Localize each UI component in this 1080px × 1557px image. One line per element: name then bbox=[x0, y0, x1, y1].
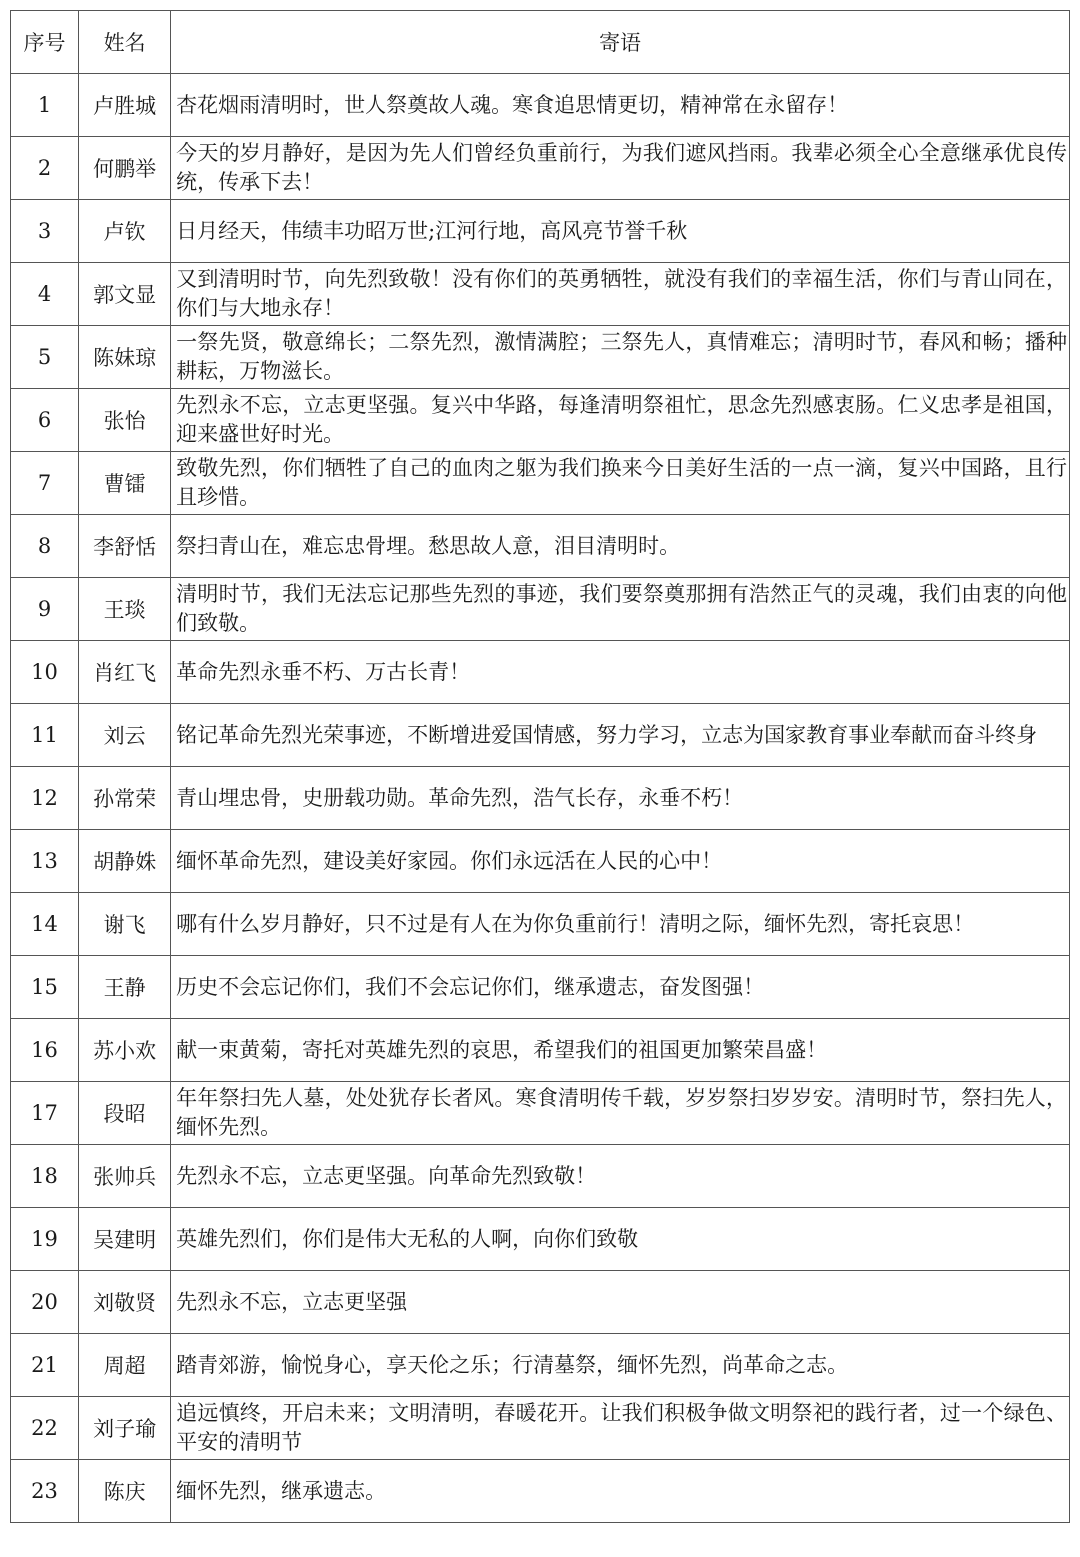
table-row bbox=[11, 137, 1070, 200]
table-row bbox=[11, 830, 1070, 893]
table-row bbox=[11, 1019, 1070, 1082]
row-name: 张怡 bbox=[79, 389, 171, 452]
table-row bbox=[11, 641, 1070, 704]
row-number: 13 bbox=[11, 830, 79, 893]
row-name: 吴建明 bbox=[79, 1208, 171, 1271]
row-name: 王静 bbox=[79, 956, 171, 1019]
row-name: 孙常荣 bbox=[79, 767, 171, 830]
row-name: 王琰 bbox=[79, 578, 171, 641]
table-row bbox=[11, 1271, 1070, 1334]
row-message: 日月经天，伟绩丰功昭万世;江河行地，高风亮节誉千秋 bbox=[171, 200, 1070, 263]
table-row bbox=[11, 578, 1070, 641]
row-message: 又到清明时节，向先烈致敬！没有你们的英勇牺牲，就没有我们的幸福生活，你们与青山同在，你们与大地永存！ bbox=[171, 263, 1070, 326]
row-number: 12 bbox=[11, 767, 79, 830]
row-name: 谢飞 bbox=[79, 893, 171, 956]
row-name: 张帅兵 bbox=[79, 1145, 171, 1208]
table-row bbox=[11, 326, 1070, 389]
row-message: 铭记革命先烈光荣事迹，不断增进爱国情感，努力学习，立志为国家教育事业奉献而奋斗终身 bbox=[171, 704, 1070, 767]
row-number: 2 bbox=[11, 137, 79, 200]
row-name: 陈庆 bbox=[79, 1460, 171, 1523]
row-number: 11 bbox=[11, 704, 79, 767]
table-row bbox=[11, 1145, 1070, 1208]
row-number: 10 bbox=[11, 641, 79, 704]
row-name: 刘敬贤 bbox=[79, 1271, 171, 1334]
header-row bbox=[11, 11, 1070, 74]
row-message: 缅怀先烈，继承遗志。 bbox=[171, 1460, 1070, 1523]
row-name: 胡静姝 bbox=[79, 830, 171, 893]
header-message: 寄语 bbox=[171, 11, 1070, 74]
message-table bbox=[10, 10, 1070, 1523]
row-name: 何鹏举 bbox=[79, 137, 171, 200]
row-number: 23 bbox=[11, 1460, 79, 1523]
table-row bbox=[11, 956, 1070, 1019]
row-name: 刘子瑜 bbox=[79, 1397, 171, 1460]
row-message: 英雄先烈们，你们是伟大无私的人啊，向你们致敬 bbox=[171, 1208, 1070, 1271]
row-name: 刘云 bbox=[79, 704, 171, 767]
table-row bbox=[11, 704, 1070, 767]
row-message: 清明时节，我们无法忘记那些先烈的事迹，我们要祭奠那拥有浩然正气的灵魂，我们由衷的向他们致敬。 bbox=[171, 578, 1070, 641]
row-name: 周超 bbox=[79, 1334, 171, 1397]
row-name: 李舒恬 bbox=[79, 515, 171, 578]
row-number: 14 bbox=[11, 893, 79, 956]
row-number: 6 bbox=[11, 389, 79, 452]
row-name: 卢钦 bbox=[79, 200, 171, 263]
table-row bbox=[11, 1208, 1070, 1271]
table-row bbox=[11, 1397, 1070, 1460]
row-message: 先烈永不忘，立志更坚强。向革命先烈致敬！ bbox=[171, 1145, 1070, 1208]
row-name: 陈妹琼 bbox=[79, 326, 171, 389]
header-no: 序号 bbox=[11, 11, 79, 74]
table-row bbox=[11, 389, 1070, 452]
table-row bbox=[11, 1334, 1070, 1397]
row-name: 郭文显 bbox=[79, 263, 171, 326]
row-message: 年年祭扫先人墓，处处犹存长者风。寒食清明传千载，岁岁祭扫岁岁安。清明时节，祭扫先人，缅怀先烈。 bbox=[171, 1082, 1070, 1145]
row-name: 苏小欢 bbox=[79, 1019, 171, 1082]
row-message: 踏青郊游，愉悦身心，享天伦之乐；行清墓祭，缅怀先烈，尚革命之志。 bbox=[171, 1334, 1070, 1397]
table-row bbox=[11, 1460, 1070, 1523]
header-name: 姓名 bbox=[79, 11, 171, 74]
row-message: 历史不会忘记你们，我们不会忘记你们，继承遗志，奋发图强！ bbox=[171, 956, 1070, 1019]
row-number: 18 bbox=[11, 1145, 79, 1208]
row-message: 革命先烈永垂不朽、万古长青！ bbox=[171, 641, 1070, 704]
row-message: 先烈永不忘，立志更坚强。复兴中华路，每逢清明祭祖忙，思念先烈感衷肠。仁义忠孝是祖国，迎来盛世好时光。 bbox=[171, 389, 1070, 452]
row-name: 卢胜城 bbox=[79, 74, 171, 137]
row-message: 哪有什么岁月静好，只不过是有人在为你负重前行！清明之际，缅怀先烈，寄托哀思！ bbox=[171, 893, 1070, 956]
row-message: 今天的岁月静好，是因为先人们曾经负重前行，为我们遮风挡雨。我辈必须全心全意继承优良传统，传承下去！ bbox=[171, 137, 1070, 200]
row-number: 8 bbox=[11, 515, 79, 578]
row-message: 缅怀革命先烈，建设美好家园。你们永远活在人民的心中！ bbox=[171, 830, 1070, 893]
row-number: 4 bbox=[11, 263, 79, 326]
table-row bbox=[11, 200, 1070, 263]
row-number: 9 bbox=[11, 578, 79, 641]
table-row bbox=[11, 263, 1070, 326]
row-message: 致敬先烈，你们牺牲了自己的血肉之躯为我们换来今日美好生活的一点一滴，复兴中国路，且行且珍惜。 bbox=[171, 452, 1070, 515]
row-name: 肖红飞 bbox=[79, 641, 171, 704]
table-row bbox=[11, 452, 1070, 515]
row-number: 16 bbox=[11, 1019, 79, 1082]
row-message: 先烈永不忘，立志更坚强 bbox=[171, 1271, 1070, 1334]
row-message: 祭扫青山在，难忘忠骨埋。愁思故人意，泪目清明时。 bbox=[171, 515, 1070, 578]
row-name: 段昭 bbox=[79, 1082, 171, 1145]
row-message: 青山埋忠骨，史册载功勋。革命先烈，浩气长存，永垂不朽！ bbox=[171, 767, 1070, 830]
row-message: 杏花烟雨清明时，世人祭奠故人魂。寒食追思情更切，精神常在永留存！ bbox=[171, 74, 1070, 137]
row-message: 追远慎终，开启未来；文明清明，春暖花开。让我们积极争做文明祭祀的践行者，过一个绿色、平安的清明节 bbox=[171, 1397, 1070, 1460]
table-row bbox=[11, 767, 1070, 830]
row-message: 一祭先贤，敬意绵长；二祭先烈，激情满腔；三祭先人，真情难忘；清明时节，春风和畅；播种耕耘，万物滋长。 bbox=[171, 326, 1070, 389]
row-name: 曹镭 bbox=[79, 452, 171, 515]
table-row bbox=[11, 74, 1070, 137]
table-row bbox=[11, 893, 1070, 956]
row-number: 19 bbox=[11, 1208, 79, 1271]
row-number: 22 bbox=[11, 1397, 79, 1460]
row-number: 7 bbox=[11, 452, 79, 515]
row-message: 献一束黄菊，寄托对英雄先烈的哀思，希望我们的祖国更加繁荣昌盛！ bbox=[171, 1019, 1070, 1082]
row-number: 17 bbox=[11, 1082, 79, 1145]
table-row bbox=[11, 1082, 1070, 1145]
row-number: 20 bbox=[11, 1271, 79, 1334]
row-number: 15 bbox=[11, 956, 79, 1019]
row-number: 3 bbox=[11, 200, 79, 263]
row-number: 21 bbox=[11, 1334, 79, 1397]
row-number: 5 bbox=[11, 326, 79, 389]
row-number: 1 bbox=[11, 74, 79, 137]
table-row bbox=[11, 515, 1070, 578]
